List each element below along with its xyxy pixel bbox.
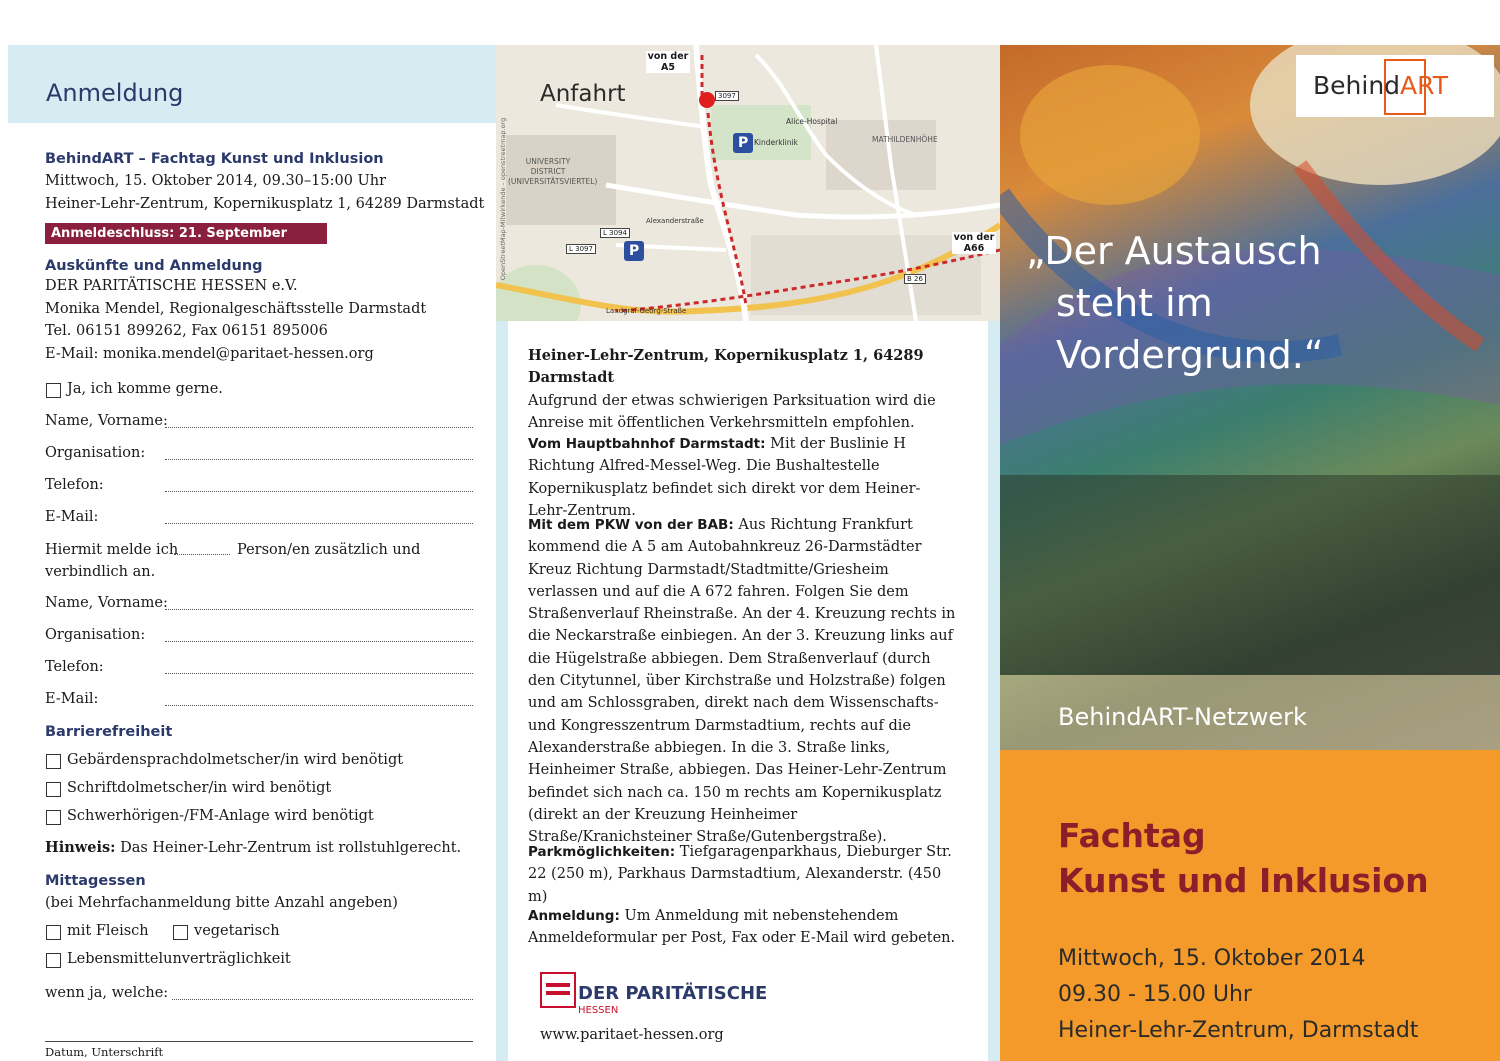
contact-email: E-Mail: monika.mendel@paritaet-hessen.org: [45, 346, 374, 362]
event-title: [1058, 813, 1429, 903]
registration-panel: [8, 45, 496, 1061]
contact-phone: Tel. 06151 899262, Fax 06151 895006: [45, 323, 328, 339]
directions-panel: [496, 45, 1000, 1061]
road-l3097-label: L 3097: [566, 244, 596, 254]
from-a66-label: von der A66: [953, 232, 995, 254]
sign-language-checkbox[interactable]: [46, 754, 61, 769]
quote-line-1: „Der Austausch: [1026, 229, 1322, 273]
event-info-date: Mittwoch, 15. Oktober 2014: [1058, 946, 1366, 971]
org-region: HESSEN: [578, 1005, 619, 1016]
register-text: Um Anmeldung mit nebenstehendem Anmeldeformular per Post, Fax oder E-Mail wird gebeten.: [528, 908, 956, 947]
car-text: Aus Richtung Frankfurt kommend die A 5 am Autobahnkreuz 26-Darmstädter Kreuz Richtung Darmstadt/Stadtmitte/Griesheim verlassen und auf die A 672 fahren. Folgen Sie dem Straßenverlauf Rheinstraße. An der 4. Kreuzung rechts in die Neckarstraße einbiegen. An der 3. Kreuzung links auf die Hügelstraße abbiegen. Dem Straßenverlauf (durch den Citytunnel, über Kirchstraße und Holzstraße) folgen und am Schlossgraben, direkt nach dem Wissenschafts- und Kongresszentrum Darmstadtium, rechts auf die Alexanderstraße abbiegen. In die 3. Straße links, Heinheimer Straße, abbiegen. Das Heiner-Lehr-Zentrum befindet sich nach ca. 150 m rechts am Kopernikusplatz (direkt an der Kreuzung Heinheimer Straße/Kranichsteiner Straße/Gutenbergstraße).: [528, 517, 956, 846]
contact-heading: Auskünfte und Anmeldung: [45, 258, 263, 274]
extra-organisation-field[interactable]: [165, 641, 473, 642]
phone-label: Telefon:: [45, 477, 104, 493]
address: Heiner-Lehr-Zentrum, Kopernikusplatz 1, 64289 Darmstadt: [528, 347, 924, 387]
from-a5-label: von der A5: [647, 51, 689, 73]
lunch-note: (bei Mehrfachanmeldung bitte Anzahl angeben): [45, 895, 398, 911]
deadline-banner: Anmeldeschluss: 21. September 2014: [45, 223, 327, 244]
lunch-meat-label: mit Fleisch: [67, 923, 149, 939]
paritaet-logo-icon: [540, 972, 576, 1008]
parking-info: [528, 841, 958, 908]
parking-text: Tiefgaragenparkhaus, Dieburger Str. 22 (250 m), Parkhaus Darmstadtium, Alexanderstr. (450 m): [528, 844, 952, 905]
hospital-label: Alice-Hospital: [786, 117, 838, 126]
lunch-veg-checkbox[interactable]: [173, 925, 188, 940]
register-label: Anmeldung:: [528, 908, 620, 924]
map-title: Anfahrt: [540, 81, 626, 107]
parking-label: Parkmöglichkeiten:: [528, 844, 676, 860]
organisation-field[interactable]: [165, 459, 473, 460]
road-3097-label: 3097: [715, 91, 739, 101]
extra-phone-field[interactable]: [165, 673, 473, 674]
mathildenhoehe-label: MATHILDENHÖHE: [872, 135, 938, 144]
street-landgraf-label: Landgraf-Georg-Straße: [606, 307, 687, 315]
hint-label: Hinweis:: [45, 839, 116, 856]
registration-heading: Anmeldung: [46, 79, 184, 107]
extra-persons-text-1: Hiermit melde ich: [45, 542, 179, 558]
kinderklinik-label: Kinderklinik: [754, 138, 798, 147]
address-note: Aufgrund der etwas schwierigen Parksituation wird die Anreise mit öffentlichen Verkehrsmitteln empfohlen.: [528, 392, 936, 431]
quote-line-2: steht im: [1056, 281, 1213, 325]
osm-credit: OpenStreetMap-Mitwirkende – openstreetmap.org: [499, 117, 507, 281]
register-info: [528, 905, 958, 950]
email-label: E-Mail:: [45, 509, 99, 525]
extra-name-field[interactable]: [165, 609, 473, 610]
lunch-meat-checkbox[interactable]: [46, 925, 61, 940]
event-title-line-1: Fachtag: [1058, 816, 1206, 855]
organisation-label: Organisation:: [45, 445, 146, 461]
location-map[interactable]: [496, 45, 1000, 321]
event-info: [1058, 941, 1418, 1049]
email-field[interactable]: [165, 523, 473, 524]
event-date: Mittwoch, 15. Oktober 2014, 09.30–15:00 Uhr: [45, 173, 387, 189]
lunch-veg-label: vegetarisch: [194, 923, 280, 939]
hint-text: Das Heiner-Lehr-Zentrum ist rollstuhlgerecht.: [120, 840, 462, 856]
event-info-time: 09.30 - 15.00 Uhr: [1058, 982, 1252, 1007]
train-label: Vom Hauptbahnhof Darmstadt:: [528, 436, 766, 452]
sign-language-label: Gebärdensprachdolmetscher/in wird benötigt: [67, 752, 404, 768]
destination-marker[interactable]: [699, 92, 715, 108]
captioning-checkbox[interactable]: [46, 782, 61, 797]
website-link[interactable]: www.paritaet-hessen.org: [540, 1027, 724, 1043]
attend-checkbox[interactable]: [46, 383, 61, 398]
phone-field[interactable]: [165, 491, 473, 492]
extra-name-label: Name, Vorname:: [45, 595, 168, 611]
org-name: DER PARITÄTISCHE: [578, 983, 768, 1004]
extra-phone-label: Telefon:: [45, 659, 104, 675]
parking-1-letter: P: [738, 135, 749, 151]
extra-persons-count-field[interactable]: [174, 554, 230, 555]
signature-field[interactable]: [45, 1041, 473, 1042]
contact-person: Monika Mendel, Regionalgeschäftsstelle Darmstadt: [45, 301, 427, 317]
behindart-logo: [1313, 71, 1448, 100]
name-field[interactable]: [165, 427, 473, 428]
train-text: Mit der Buslinie H Richtung Alfred-Messel-Weg. Die Bushaltestelle Kopernikusplatz befindet sich direkt vor dem Heiner-Lehr-Zentrum.: [528, 436, 921, 519]
cover-panel: [1000, 45, 1500, 1061]
lunch-heading: Mittagessen: [45, 873, 146, 889]
train-directions: [528, 433, 958, 522]
road-l3094-label: L 3094: [600, 228, 630, 238]
event-name: BehindART – Fachtag Kunst und Inklusion: [45, 151, 384, 167]
network-name: BehindART-Netzwerk: [1058, 703, 1307, 731]
attend-checkbox-label: Ja, ich komme gerne.: [67, 381, 223, 397]
hearing-loop-label: Schwerhörigen-/FM-Anlage wird benötigt: [67, 808, 374, 824]
cover-photo-art: [1000, 45, 1500, 750]
logo-part-2: ART: [1400, 71, 1448, 100]
district-label: UNIVERSITY DISTRICT (UNIVERSITÄTSVIERTEL): [508, 157, 598, 186]
contact-org: DER PARITÄTISCHE HESSEN e.V.: [45, 278, 298, 294]
intolerance-label: Lebensmittelunverträglichkeit: [67, 951, 291, 967]
cover-photo: [1000, 45, 1500, 750]
extra-organisation-label: Organisation:: [45, 627, 146, 643]
road-b26-label: B 26: [904, 274, 926, 284]
car-directions: [528, 514, 958, 848]
extra-persons-text-2: Person/en zusätzlich und: [237, 542, 421, 558]
cover-quote: [1026, 225, 1486, 381]
intolerance-which-field[interactable]: [172, 999, 473, 1000]
parking-2-letter: P: [629, 243, 640, 259]
captioning-label: Schriftdolmetscher/in wird benötigt: [67, 780, 332, 796]
event-title-line-2: Kunst und Inklusion: [1058, 861, 1429, 900]
event-info-place: Heiner-Lehr-Zentrum, Darmstadt: [1058, 1018, 1419, 1043]
extra-email-field[interactable]: [165, 705, 473, 706]
hint: [45, 839, 461, 856]
address-block: [528, 345, 958, 434]
car-label: Mit dem PKW von der BAB:: [528, 517, 734, 533]
event-place: Heiner-Lehr-Zentrum, Kopernikusplatz 1, 64289 Darmstadt: [45, 196, 485, 212]
extra-email-label: E-Mail:: [45, 691, 99, 707]
name-label: Name, Vorname:: [45, 413, 168, 429]
quote-line-3: Vordergrund.“: [1056, 333, 1324, 377]
signature-label: Datum, Unterschrift: [45, 1045, 164, 1059]
hearing-loop-checkbox[interactable]: [46, 810, 61, 825]
extra-persons-text-3: verbindlich an.: [45, 564, 156, 580]
logo-part-1: Behind: [1313, 71, 1401, 100]
intolerance-checkbox[interactable]: [46, 953, 61, 968]
street-alexander-label: Alexanderstraße: [646, 217, 704, 225]
accessibility-heading: Barrierefreiheit: [45, 724, 173, 740]
intolerance-which-label: wenn ja, welche:: [45, 985, 169, 1001]
